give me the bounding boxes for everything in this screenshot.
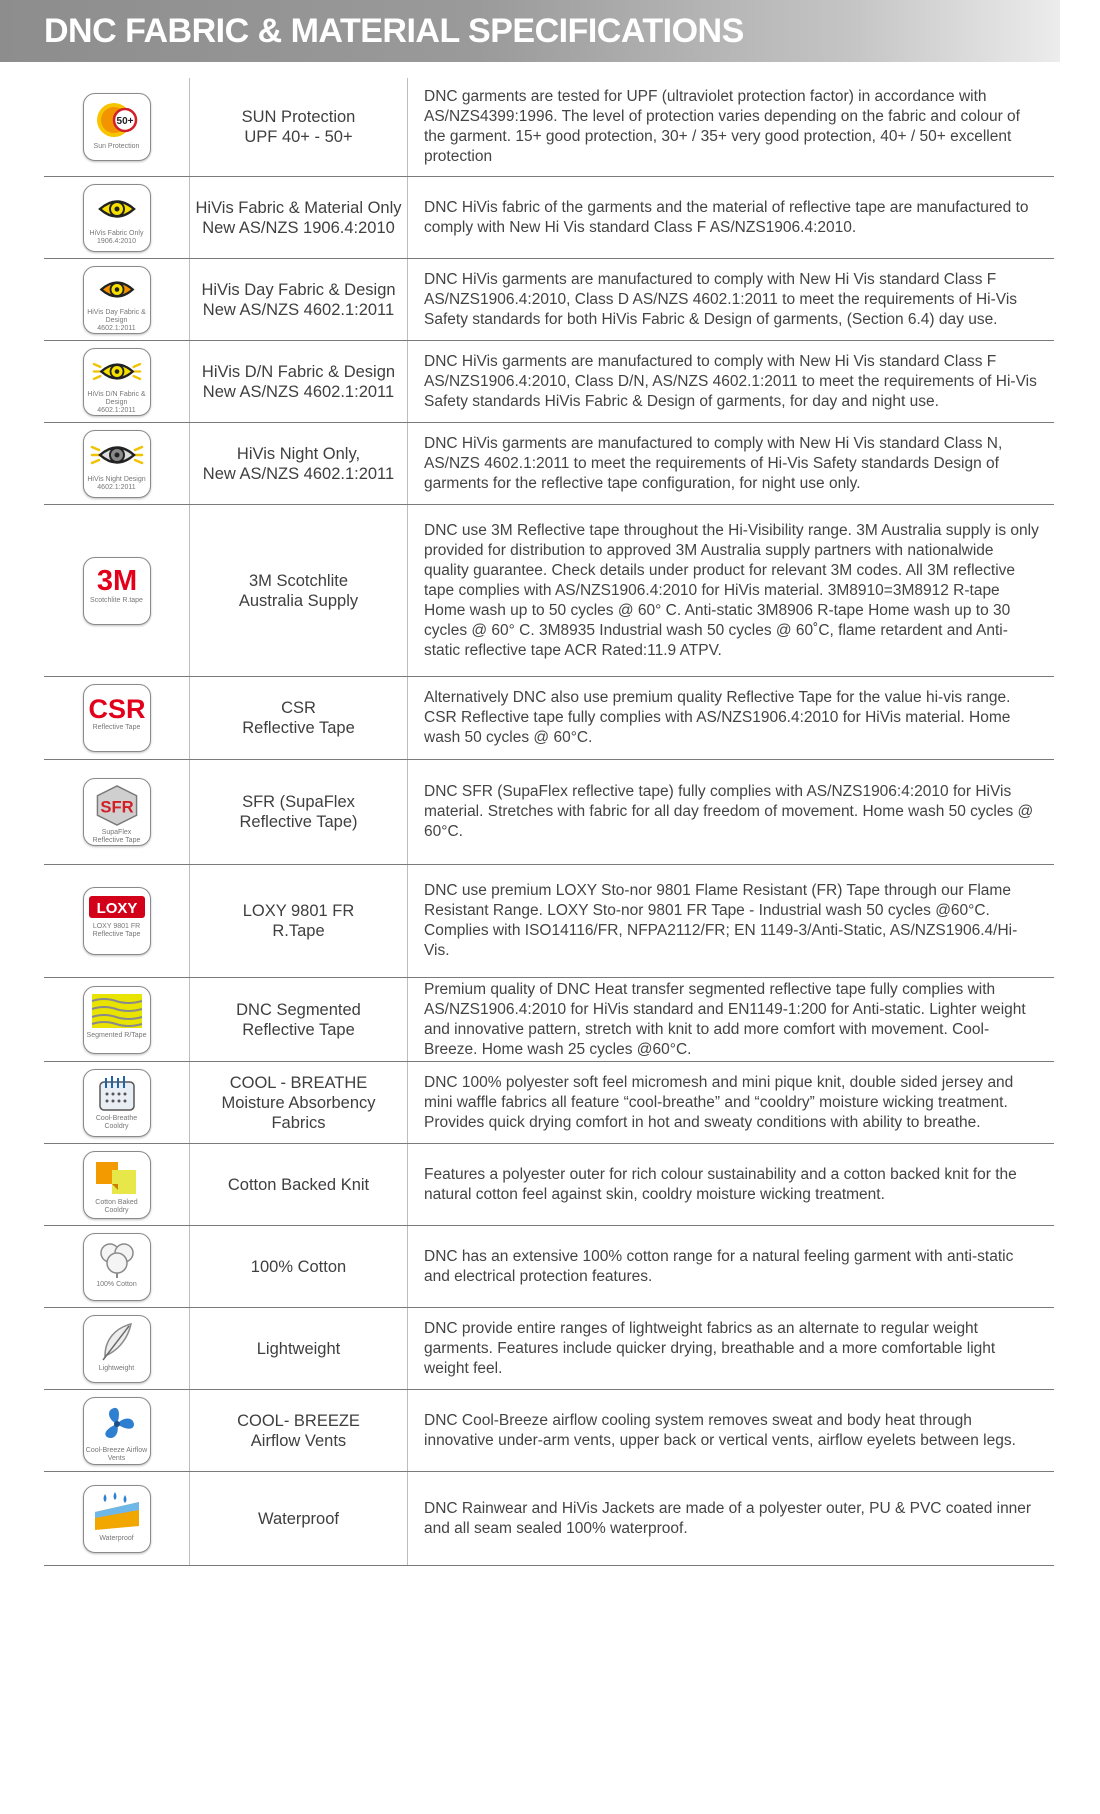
spec-title <box>190 259 408 340</box>
table-row <box>44 78 1054 177</box>
icon-caption: SupaFlex Reflective Tape <box>92 829 141 844</box>
feather-icon <box>83 1315 151 1383</box>
hivis-day-eye-icon <box>83 266 151 334</box>
table-row <box>44 677 1054 760</box>
table-row <box>44 177 1054 259</box>
spec-title <box>190 505 408 676</box>
spec-description-text: Features a polyester outer for rich colour sustainability and a cotton backed knit for the natural cotton feel against skin, cooldry moisture wicking treatment. <box>424 1165 1017 1203</box>
page-header <box>0 0 1060 62</box>
fan-icon <box>83 1397 151 1465</box>
spec-description <box>408 1308 1054 1389</box>
svg-text:3M: 3M <box>96 564 137 596</box>
spec-description-text: DNC 100% polyester soft feel micromesh and mini pique knit, double sided jersey and mini waffle fabrics all feature “cool-breathe” and “cooldry” moisture wicking treatment. Provides quick drying comfort in hot and sweaty conditions with ability to breathe. <box>424 1073 1014 1131</box>
loxy-logo-icon <box>83 887 151 955</box>
spec-title <box>190 760 408 864</box>
icon-cell <box>44 978 190 1061</box>
icon-caption: 100% Cotton <box>96 1280 137 1288</box>
cool-breathe-icon <box>83 1069 151 1137</box>
hivis-night-eye-icon <box>83 430 151 498</box>
sun-protection-icon <box>83 93 151 161</box>
spec-title-line: HiVis Day Fabric & Design <box>201 280 396 299</box>
spec-title <box>190 978 408 1061</box>
spec-description-text: DNC use 3M Reflective tape throughout the Hi-Visibility range. 3M Australia supply is only provided for distribution to approved 3M Australia supply partners with nationalwide quality guarantee. Check details under product for relevant 3M codes. All 3M reflective tape complies with AS/NZS1906.4:2010 for HiVis material. 3M8910=3M8912 R-tape Home wash up to 50 cycles @ 60° C. Anti-static 3M8906 R-tape Home wash up to 30 cycles @ 60° C. 3M8935 Industrial wash 50 cycles @ 60˚C, flame retardent and Anti-static reflective tape ACR Rated:11.9 ATPV. <box>424 521 1039 659</box>
icon-caption: HiVis D/N Fabric & Design 4602.1:2011 <box>87 390 146 414</box>
icon-caption: Cool-Breathe Cooldry <box>95 1114 138 1130</box>
spec-title-line: COOL - BREATHE <box>229 1073 368 1092</box>
table-row <box>44 865 1054 978</box>
table-row <box>44 1390 1054 1472</box>
spec-description <box>408 1472 1054 1565</box>
spec-title <box>190 1144 408 1225</box>
icon-caption: Scotchlite R.tape <box>90 596 143 604</box>
spec-description <box>408 1226 1054 1307</box>
spec-title-line: Australia Supply <box>238 591 359 610</box>
spec-description-text: DNC Cool-Breeze airflow cooling system removes sweat and body heat through innovative under-arm vents, upper back or vertical vents, airflow eyelets between legs. <box>424 1411 1016 1449</box>
spec-title-line: New AS/NZS 1906.4:2010 <box>202 218 395 237</box>
icon-caption: Segmented R/Tape <box>86 1031 147 1039</box>
svg-text:CSR: CSR <box>87 694 146 723</box>
spec-description-text: DNC garments are tested for UPF (ultraviolet protection factor) in accordance with AS/NZS4399:1996. The level of protection varies depending on the fabric and colour of the garment. 15+ good protection, 30+ / 35+ very good protection, 40+ / 50+ excellent protection <box>424 88 1020 165</box>
spec-description-text: DNC Rainwear and HiVis Jackets are made of a polyester outer, PU & PVC coated inner and all seam sealed 100% waterproof. <box>424 1499 1032 1537</box>
icon-caption: LOXY 9801 FR Reflective Tape <box>92 923 141 938</box>
table-row <box>44 505 1054 677</box>
spec-title-line: SFR (SupaFlex <box>242 793 355 811</box>
spec-title-line: HiVis Night Only, <box>236 444 361 463</box>
icon-caption: Cool-Breeze Airflow Vents <box>85 1446 148 1462</box>
table-row <box>44 1472 1054 1566</box>
spec-description-text: DNC provide entire ranges of lightweight fabrics as an alternate to regular weight garments. Features include quicker drying, breathable and a more comfortable light weight feel. <box>424 1319 996 1377</box>
spec-description-text: DNC HiVis fabric of the garments and the material of reflective tape are manufactured to comply with New Hi Vis standard Class F AS/NZS1906.4:2010. <box>424 198 1029 236</box>
spec-title <box>190 1226 408 1307</box>
spec-title <box>190 1390 408 1471</box>
icon-cell <box>44 78 190 176</box>
icon-caption: HiVis Fabric Only 1906.4:2010 <box>89 229 144 245</box>
icon-caption: Sun Protection <box>93 143 140 150</box>
spec-title-line: UPF 40+ - 50+ <box>244 128 353 146</box>
spec-title <box>190 1062 408 1143</box>
csr-logo-icon <box>83 684 151 752</box>
spec-title <box>190 341 408 422</box>
hivis-dn-eye-icon <box>83 348 151 416</box>
icon-cell <box>44 1062 190 1143</box>
waterproof-icon <box>83 1485 151 1553</box>
spec-description-text: Premium quality of DNC Heat transfer segmented reflective tape fully complies with AS/NZS1906.4:2010 for HiVis standard and EN1149-1:200 for Anti-static. Lighter weight and innovative pattern, stretch with knit to add more comfort with movement. Cool-Breeze. Home wash 25 cycles @60°C. <box>424 980 1026 1058</box>
icon-cell <box>44 341 190 422</box>
spec-title-line: SUN Protection <box>241 108 356 126</box>
hivis-eye-icon <box>83 184 151 252</box>
spec-title-line: DNC Segmented <box>236 1000 361 1019</box>
spec-title-line: Lightweight <box>256 1339 341 1358</box>
icon-cell <box>44 677 190 759</box>
icon-cell <box>44 1144 190 1225</box>
spec-description <box>408 78 1054 176</box>
spec-title <box>190 1308 408 1389</box>
spec-title-line: New AS/NZS 4602.1:2011 <box>202 300 395 319</box>
spec-title-line: Cotton Backed Knit <box>227 1175 370 1194</box>
spec-description <box>408 505 1054 676</box>
spec-title-line: Moisture Absorbency <box>221 1093 376 1112</box>
icon-cell <box>44 423 190 504</box>
spec-description-text: DNC has an extensive 100% cotton range for a natural feeling garment with anti-static and electrical protection features. <box>424 1247 1014 1285</box>
spec-title-line: 100% Cotton <box>250 1257 347 1276</box>
table-row <box>44 1226 1054 1308</box>
spec-title-line: CSR <box>281 699 316 717</box>
spec-description <box>408 1390 1054 1471</box>
icon-cell <box>44 1308 190 1389</box>
icon-caption: Cotton Baked Cooldry <box>95 1198 138 1214</box>
table-row <box>44 1308 1054 1390</box>
spec-description <box>408 341 1054 422</box>
cotton-flower-icon <box>83 1233 151 1301</box>
spec-title-line: Waterproof <box>257 1509 339 1528</box>
icon-cell <box>44 259 190 340</box>
spec-description-text: DNC HiVis garments are manufactured to comply with New Hi Vis standard Class F AS/NZS1906.4:2010, Class D/N, AS/NZS 4602.1:2011 to meet the requirements of Hi-Vis Safety standards HiVis Fabric & Design of garments, for day and night use. <box>424 352 1037 410</box>
icon-cell <box>44 505 190 676</box>
table-row <box>44 341 1054 423</box>
spec-description <box>408 423 1054 504</box>
spec-description-text: DNC HiVis garments are manufactured to comply with New Hi Vis standard Class F AS/NZS1906.4:2010, Class D AS/NZS 4602.1:2011 to meet the requirements of Hi-Vis Safety standards for both HiVis Fabric & Design of garments, (Section 6.4) day use. <box>424 270 1018 328</box>
spec-title-line: 3M Scotchlite <box>248 571 349 590</box>
table-row <box>44 978 1054 1062</box>
spec-title <box>190 177 408 258</box>
icon-cell <box>44 865 190 977</box>
spec-title-line: Reflective Tape) <box>239 813 358 831</box>
table-row <box>44 423 1054 505</box>
icon-caption: HiVis Day Fabric & Design 4602.1:2011 <box>87 308 146 332</box>
spec-description-text: Alternatively DNC also use premium quality Reflective Tape for the value hi-vis range. CSR Reflective tape fully complies with AS/NZS1906.4:2010 for HiVis material. Home wash 50 cycles @ 60°C. <box>424 689 1011 746</box>
spec-title-line: New AS/NZS 4602.1:2011 <box>202 382 395 401</box>
spec-description <box>408 865 1054 977</box>
icon-cell <box>44 1390 190 1471</box>
segmented-tape-icon <box>83 986 151 1054</box>
spec-title <box>190 865 408 977</box>
spec-title-line: Reflective Tape <box>242 1020 355 1039</box>
table-row <box>44 1144 1054 1226</box>
table-row <box>44 760 1054 865</box>
table-row <box>44 1062 1054 1144</box>
icon-cell <box>44 1226 190 1307</box>
spec-title <box>190 1472 408 1565</box>
icon-cell <box>44 760 190 864</box>
svg-text:SFR: SFR <box>99 797 134 817</box>
spec-title-line: R.Tape <box>272 922 325 940</box>
spec-title-line: HiVis D/N Fabric & Design <box>201 362 396 381</box>
spec-description <box>408 677 1054 759</box>
spec-description <box>408 978 1054 1061</box>
spec-title-line: Fabrics <box>271 1113 326 1132</box>
icon-caption: Reflective Tape <box>92 724 141 731</box>
spec-title-line: Reflective Tape <box>242 719 355 737</box>
svg-text:50+: 50+ <box>116 116 133 127</box>
page-title: DNC FABRIC & MATERIAL SPECIFICATIONS <box>44 12 744 50</box>
3m-logo-icon <box>83 557 151 625</box>
spec-title-line: Airflow Vents <box>250 1431 347 1450</box>
spec-title <box>190 423 408 504</box>
spec-table <box>44 78 1054 1566</box>
cotton-backed-icon <box>83 1151 151 1219</box>
spec-description <box>408 760 1054 864</box>
icon-caption: Lightweight <box>98 1364 135 1372</box>
icon-caption: Waterproof <box>99 1534 134 1542</box>
spec-description <box>408 1144 1054 1225</box>
spec-title <box>190 78 408 176</box>
icon-cell <box>44 177 190 258</box>
table-row <box>44 259 1054 341</box>
spec-title-line: HiVis Fabric & Material Only <box>195 198 402 217</box>
spec-description <box>408 1062 1054 1143</box>
spec-description-text: DNC use premium LOXY Sto-nor 9801 Flame Resistant (FR) Tape through our Flame Resistant Range. LOXY Sto-nor 9801 FR Tape - Industrial wash 50 cycles @60°C. Complies with ISO14116/FR, NFPA2112/FR; EN 1149-3/Anti-Static, AS/NZS1906.4/Hi-Vis. <box>424 882 1018 959</box>
sfr-logo-icon <box>83 778 151 846</box>
icon-cell <box>44 1472 190 1565</box>
icon-caption: HiVis Night Design 4602.1:2011 <box>87 475 146 491</box>
spec-title <box>190 677 408 759</box>
spec-title-line: New AS/NZS 4602.1:2011 <box>202 464 395 483</box>
svg-text:LOXY: LOXY <box>96 900 137 917</box>
spec-description <box>408 177 1054 258</box>
spec-description-text: DNC SFR (SupaFlex reflective tape) fully complies with AS/NZS1906:4:2010 for HiVis material. Stretches with fabric for all day freedom of movement. Home wash 50 cycles @ 60°C. <box>424 783 1034 840</box>
spec-title-line: COOL- BREEZE <box>237 1411 360 1430</box>
spec-description <box>408 259 1054 340</box>
spec-title-line: LOXY 9801 FR <box>242 902 355 920</box>
spec-description-text: DNC HiVis garments are manufactured to comply with New Hi Vis standard Class N, AS/NZS 4602.1:2011 to meet the requirements of Hi-Vis Safety standards Design of garments for the reflective tape configuration, for night use only. <box>424 434 1003 492</box>
